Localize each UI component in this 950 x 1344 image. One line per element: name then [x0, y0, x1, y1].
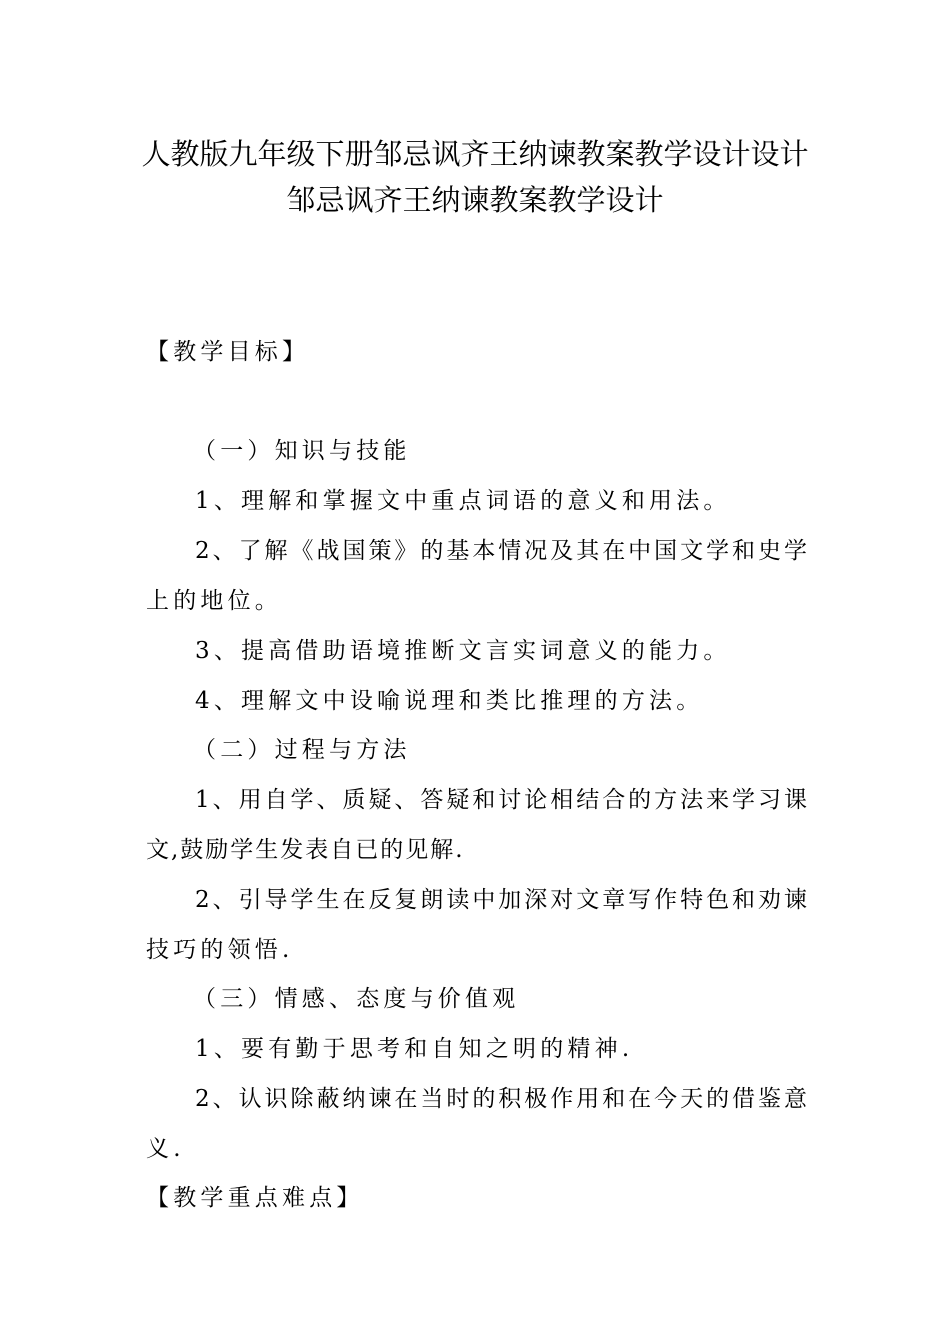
section-heading-process-methods: （二）过程与方法: [193, 737, 411, 763]
document-title-line-1: 人教版九年级下册邹忌讽齐王纳谏教案教学设计设计: [141, 137, 809, 171]
list-item: 4、理解文中设喻说理和类比推理的方法。: [195, 688, 704, 714]
list-item: 2、认识除蔽纳谏在当时的积极作用和在今天的借鉴意: [195, 1086, 807, 1112]
section-heading-emotion-values: （三）情感、态度与价值观: [193, 986, 520, 1012]
section-heading-knowledge-skills: （一）知识与技能: [193, 438, 411, 464]
heading-teaching-key-points: 【教学重点难点】: [146, 1185, 364, 1211]
list-item-continuation: 上的地位。: [146, 588, 282, 614]
list-item: 2、引导学生在反复朗读中加深对文章写作特色和劝谏: [195, 887, 807, 913]
list-item: 2、了解《战国策》的基本情况及其在中国文学和史学: [195, 538, 807, 564]
list-item: 1、要有勤于思考和自知之明的精神.: [195, 1036, 634, 1062]
list-item-continuation: 技巧的领悟.: [146, 937, 294, 963]
list-item: 1、理解和掌握文中重点词语的意义和用法。: [195, 488, 731, 514]
list-item-continuation: 义.: [146, 1136, 185, 1162]
document-title-line-2: 邹忌讽齐王纳谏教案教学设计: [286, 183, 664, 217]
heading-teaching-objectives: 【教学目标】: [146, 339, 310, 365]
list-item-continuation: 文,鼓励学生发表自已的见解.: [146, 837, 465, 863]
list-item: 3、提高借助语境推断文言实词意义的能力。: [195, 638, 731, 664]
list-item: 1、用自学、质疑、答疑和讨论相结合的方法来学习课: [195, 787, 807, 813]
